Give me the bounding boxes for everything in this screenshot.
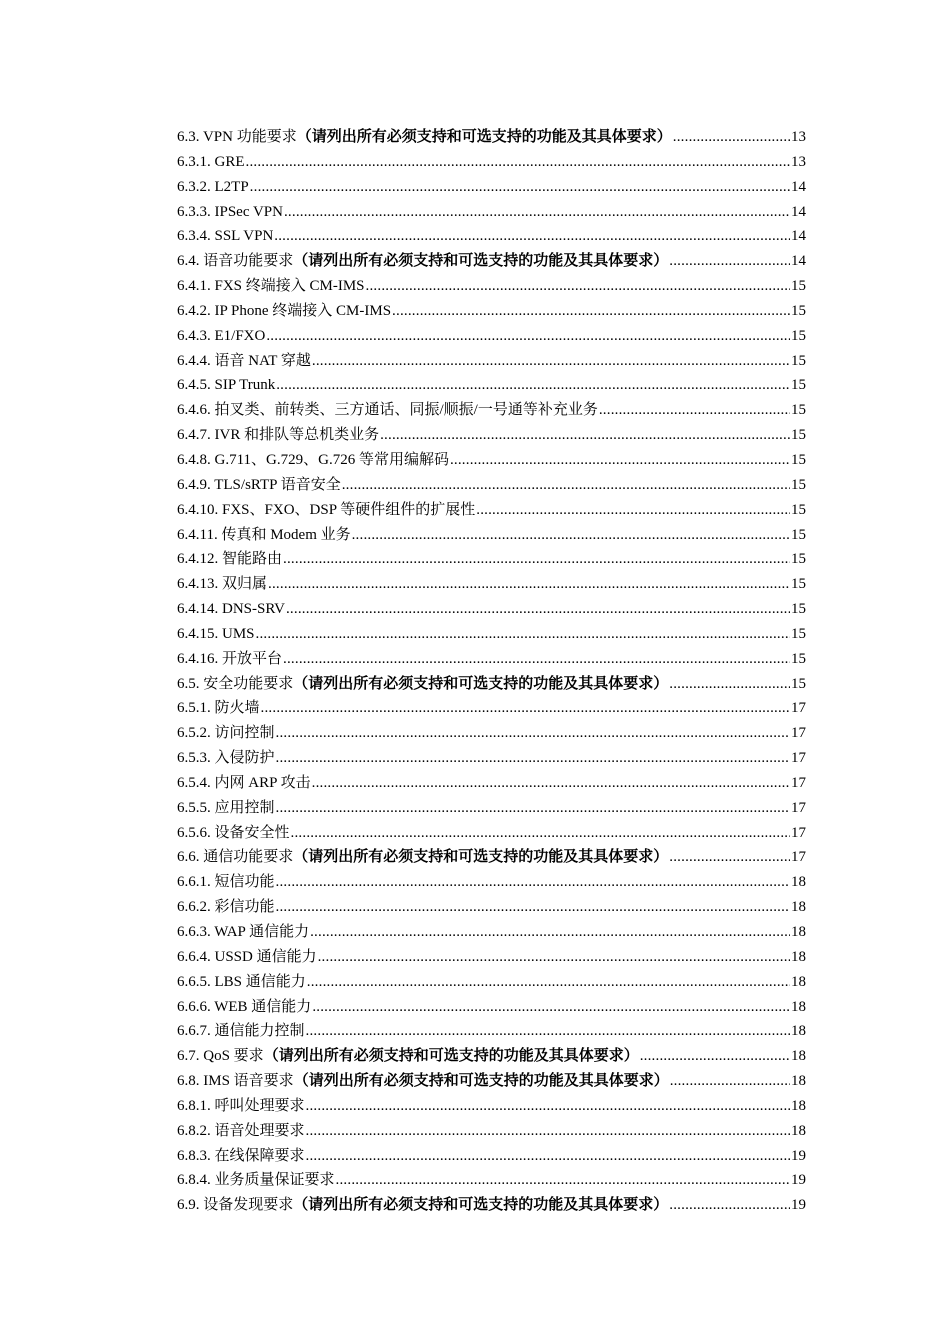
toc-entry-heading: 6.3.3. IPSec VPN [177,203,283,220]
toc-page-number: 19 [791,1197,806,1214]
dot-leader [276,721,790,746]
dot-leader [312,995,790,1020]
dot-leader [312,349,790,374]
toc-page-number: 15 [791,327,806,344]
toc-entry-title [177,1119,305,1144]
dot-leader [306,1119,790,1144]
toc-page-number: 17 [791,824,806,841]
toc-entry-title [177,274,365,299]
toc-page-number: 15 [791,576,806,593]
toc-entry[interactable] [177,796,806,821]
dot-leader [268,572,790,597]
toc-entry-heading: 6.3.4. SSL VPN [177,228,274,245]
toc-page-number: 15 [791,476,806,493]
toc-entry[interactable] [177,473,806,498]
dot-leader [669,845,790,870]
toc-page-number: 15 [791,427,806,444]
toc-entry[interactable] [177,1119,806,1144]
toc-entry-title [177,746,275,771]
toc-entry-heading: 6.6.4. USSD 通信能力 [177,948,317,965]
dot-leader [640,1044,790,1069]
dot-leader [276,373,790,398]
toc-entry-title [177,349,311,374]
dot-leader [306,1094,790,1119]
toc-page-number: 15 [791,402,806,419]
toc-entry[interactable] [177,448,806,473]
toc-page-number: 17 [791,774,806,791]
toc-entry-heading: 6.4.13. 双归属 [177,576,268,593]
toc-entry-heading: 6.6.2. 彩信功能 [177,899,275,916]
toc-entry[interactable] [177,672,806,697]
toc-entry[interactable] [177,498,806,523]
toc-entry-heading: 6.5.5. 应用控制 [177,799,275,816]
toc-entry-title [177,398,598,423]
toc-page-number: 19 [791,1147,806,1164]
dot-leader [312,771,790,796]
toc-entry-heading: 6.8.1. 呼叫处理要求 [177,1097,305,1114]
toc-page-number: 15 [791,377,806,394]
toc-entry-title [177,821,290,846]
dot-leader [283,547,790,572]
toc-entry[interactable] [177,523,806,548]
toc-entry[interactable] [177,125,806,150]
toc-entry[interactable] [177,423,806,448]
toc-entry-title [177,200,283,225]
dot-leader [599,398,790,423]
dot-leader [669,249,790,274]
toc-entry[interactable] [177,845,806,870]
toc-entry-title [177,1044,639,1069]
toc-entry-note: （请列出所有必须支持和可选支持的功能及其具体要求） [293,1197,669,1214]
dot-leader [261,696,790,721]
dot-leader [352,523,790,548]
dot-leader [673,125,790,150]
toc-entry-title [177,448,449,473]
toc-entry-title [177,1193,668,1218]
dot-leader [669,1193,790,1218]
dot-leader [246,150,791,175]
toc-entry[interactable] [177,150,806,175]
toc-entry[interactable] [177,995,806,1020]
toc-entry-heading: 6.4.10. FXS、FXO、DSP 等硬件组件的扩展性 [177,501,476,518]
toc-page-number: 13 [791,129,806,145]
toc-entry-heading: 6.4.6. 拍叉类、前转类、三方通话、同振/顺振/一号通等补充业务 [177,402,598,419]
toc-page-number: 15 [791,625,806,642]
toc-entry-title [177,647,282,672]
toc-entry[interactable] [177,224,806,249]
toc-entry-heading: 6.5. 安全功能要求 [177,675,294,692]
toc-entry-heading: 6.8. IMS 语音要求 [177,1073,294,1090]
table-of-contents [177,125,806,1218]
toc-page-number: 18 [791,973,806,990]
toc-entry[interactable] [177,274,806,299]
toc-page-number: 17 [791,849,806,866]
dot-leader [306,1144,790,1169]
toc-entry-note: （请列出所有必须支持和可选支持的功能及其具体要求） [293,1073,669,1090]
toc-entry-heading: 6.4.11. 传真和 Modem 业务 [177,526,351,543]
toc-entry[interactable] [177,175,806,200]
toc-entry-title [177,125,672,150]
dot-leader [366,274,790,299]
dot-leader [283,647,790,672]
toc-entry-note: （请列出所有必须支持和可选支持的功能及其具体要求） [296,129,672,145]
toc-page-number: 14 [791,253,806,270]
toc-entry[interactable] [177,249,806,274]
toc-entry-title [177,970,306,995]
toc-entry[interactable] [177,870,806,895]
toc-entry-heading: 6.4.16. 开放平台 [177,650,283,667]
toc-entry-heading: 6.3. VPN 功能要求 [177,129,297,145]
toc-entry-heading: 6.4. 语音功能要求 [177,253,294,270]
toc-entry-heading: 6.6. 通信功能要求 [177,849,294,866]
toc-entry-title [177,920,309,945]
toc-entry[interactable] [177,547,806,572]
toc-page-number: 17 [791,725,806,742]
dot-leader [274,224,790,249]
toc-page-number: 15 [791,601,806,618]
toc-entry-heading: 6.5.4. 内网 ARP 攻击 [177,774,311,791]
toc-entry[interactable] [177,1168,806,1193]
toc-entry[interactable] [177,1193,806,1218]
dot-leader [307,970,790,995]
toc-entry-title [177,1019,305,1044]
toc-entry-title [177,995,311,1020]
toc-entry-title [177,423,379,448]
toc-entry[interactable] [177,721,806,746]
toc-entry-heading: 6.8.2. 语音处理要求 [177,1122,305,1139]
dot-leader [450,448,790,473]
toc-entry-heading: 6.4.8. G.711、G.729、G.726 等常用编解码 [177,451,449,468]
toc-entry-title [177,895,275,920]
toc-entry-title [177,597,285,622]
toc-entry-heading: 6.4.15. UMS [177,625,255,642]
toc-entry-heading: 6.5.3. 入侵防护 [177,750,275,767]
toc-entry[interactable] [177,970,806,995]
toc-entry-title [177,324,265,349]
toc-entry-title [177,224,273,249]
dot-leader [276,746,790,771]
dot-leader [266,324,790,349]
toc-entry-note: （请列出所有必须支持和可选支持的功能及其具体要求） [293,849,669,866]
toc-page-number: 18 [791,924,806,940]
toc-entry-title [177,796,275,821]
toc-entry-title [177,547,282,572]
dot-leader [380,423,790,448]
toc-page-number: 18 [791,998,806,1015]
toc-page-number: 15 [791,451,806,468]
toc-entry-heading: 6.4.4. 语音 NAT 穿越 [177,352,311,369]
toc-entry-title [177,249,668,274]
toc-entry[interactable] [177,746,806,771]
toc-entry[interactable] [177,821,806,846]
toc-entry-title [177,696,260,721]
dot-leader [286,597,790,622]
toc-entry-note: （请列出所有必须支持和可选支持的功能及其具体要求） [263,1048,639,1065]
toc-entry-note: （请列出所有必须支持和可选支持的功能及其具体要求） [293,253,669,270]
toc-entry-title [177,1094,305,1119]
toc-entry-heading: 6.4.3. E1/FXO [177,327,266,344]
toc-page-number: 15 [791,278,806,295]
toc-entry-heading: 6.6.3. WAP 通信能力 [177,924,310,940]
toc-entry-heading: 6.5.6. 设备安全性 [177,824,290,841]
toc-page-number: 15 [791,501,806,518]
toc-entry[interactable] [177,622,806,647]
toc-entry-heading: 6.5.1. 防火墙 [177,700,260,717]
toc-entry-heading: 6.8.4. 业务质量保证要求 [177,1172,335,1189]
toc-entry-title [177,523,351,548]
toc-entry[interactable] [177,299,806,324]
dot-leader [250,175,790,200]
toc-entry-title [177,1069,669,1094]
dot-leader [306,1019,790,1044]
toc-entry-heading: 6.4.2. IP Phone 终端接入 CM-IMS [177,302,392,319]
toc-page-number: 15 [791,650,806,667]
toc-page-number: 18 [791,948,806,965]
toc-page-number: 18 [791,1122,806,1139]
toc-page-number: 14 [791,228,806,245]
toc-entry[interactable] [177,398,806,423]
toc-page-number: 18 [791,1023,806,1040]
toc-entry-title [177,473,341,498]
toc-entry-note: （请列出所有必须支持和可选支持的功能及其具体要求） [293,675,669,692]
dot-leader [276,895,790,920]
toc-entry[interactable] [177,349,806,374]
toc-entry[interactable] [177,373,806,398]
toc-entry-heading: 6.8.3. 在线保障要求 [177,1147,305,1164]
dot-leader [318,945,790,970]
dot-leader [291,821,790,846]
toc-entry[interactable] [177,895,806,920]
toc-entry-title [177,870,275,895]
dot-leader [392,299,790,324]
toc-entry-heading: 6.4.12. 智能路由 [177,551,283,568]
toc-entry-title [177,150,245,175]
toc-entry-heading: 6.7. QoS 要求 [177,1048,264,1065]
toc-entry-heading: 6.4.7. IVR 和排队等总机类业务 [177,427,380,444]
toc-page-number: 15 [791,551,806,568]
dot-leader [284,200,790,225]
toc-page-number: 15 [791,302,806,319]
toc-entry-title [177,672,668,697]
toc-entry-heading: 6.3.2. L2TP [177,178,249,195]
dot-leader [256,622,790,647]
toc-entry[interactable] [177,324,806,349]
toc-entry-title [177,572,267,597]
dot-leader [670,1069,790,1094]
toc-entry-heading: 6.4.9. TLS/sRTP 语音安全 [177,476,341,493]
toc-entry-heading: 6.4.5. SIP Trunk [177,377,276,394]
toc-entry[interactable] [177,920,806,945]
toc-page-number: 18 [791,1097,806,1114]
toc-entry-heading: 6.6.7. 通信能力控制 [177,1023,305,1040]
toc-page-number: 19 [791,1172,806,1189]
dot-leader [336,1168,790,1193]
dot-leader [276,796,790,821]
toc-page-number: 18 [791,1073,806,1090]
toc-entry[interactable] [177,1069,806,1094]
toc-page-number: 17 [791,750,806,767]
toc-entry-title [177,1144,305,1169]
toc-entry[interactable] [177,1094,806,1119]
dot-leader [310,920,790,945]
toc-entry[interactable] [177,771,806,796]
toc-entry-heading: 6.4.1. FXS 终端接入 CM-IMS [177,278,365,295]
toc-entry-title [177,175,249,200]
toc-page-number: 17 [791,700,806,717]
toc-entry-title [177,1168,335,1193]
toc-page-number: 13 [791,153,806,170]
toc-page-number: 15 [791,526,806,543]
toc-entry-heading: 6.6.6. WEB 通信能力 [177,998,312,1015]
toc-entry-title [177,721,275,746]
toc-entry[interactable] [177,1144,806,1169]
dot-leader [476,498,790,523]
dot-leader [276,870,790,895]
toc-page-number: 15 [791,352,806,369]
toc-page-number: 17 [791,799,806,816]
toc-entry-heading: 6.9. 设备发现要求 [177,1197,294,1214]
toc-page-number: 15 [791,675,806,692]
dot-leader [342,473,790,498]
toc-page-number: 18 [791,899,806,916]
toc-entry-heading: 6.6.5. LBS 通信能力 [177,973,306,990]
toc-entry-heading: 6.5.2. 访问控制 [177,725,275,742]
toc-entry-title [177,845,668,870]
toc-page-number: 18 [791,874,806,891]
toc-entry[interactable] [177,647,806,672]
toc-page-number: 14 [791,178,806,195]
toc-entry-title [177,622,255,647]
toc-entry-title [177,771,311,796]
toc-entry[interactable] [177,597,806,622]
toc-page-number: 14 [791,203,806,220]
toc-entry-title [177,373,275,398]
toc-entry-heading: 6.3.1. GRE [177,153,245,170]
dot-leader [669,672,790,697]
toc-entry[interactable] [177,1019,806,1044]
toc-entry[interactable] [177,1044,806,1069]
toc-entry-heading: 6.6.1. 短信功能 [177,874,275,891]
toc-entry[interactable] [177,696,806,721]
toc-entry[interactable] [177,945,806,970]
toc-entry-title [177,299,391,324]
toc-entry-title [177,945,317,970]
toc-entry[interactable] [177,572,806,597]
toc-entry-heading: 6.4.14. DNS-SRV [177,601,285,618]
toc-page-number: 18 [791,1048,806,1065]
toc-entry[interactable] [177,200,806,225]
toc-entry-title [177,498,475,523]
